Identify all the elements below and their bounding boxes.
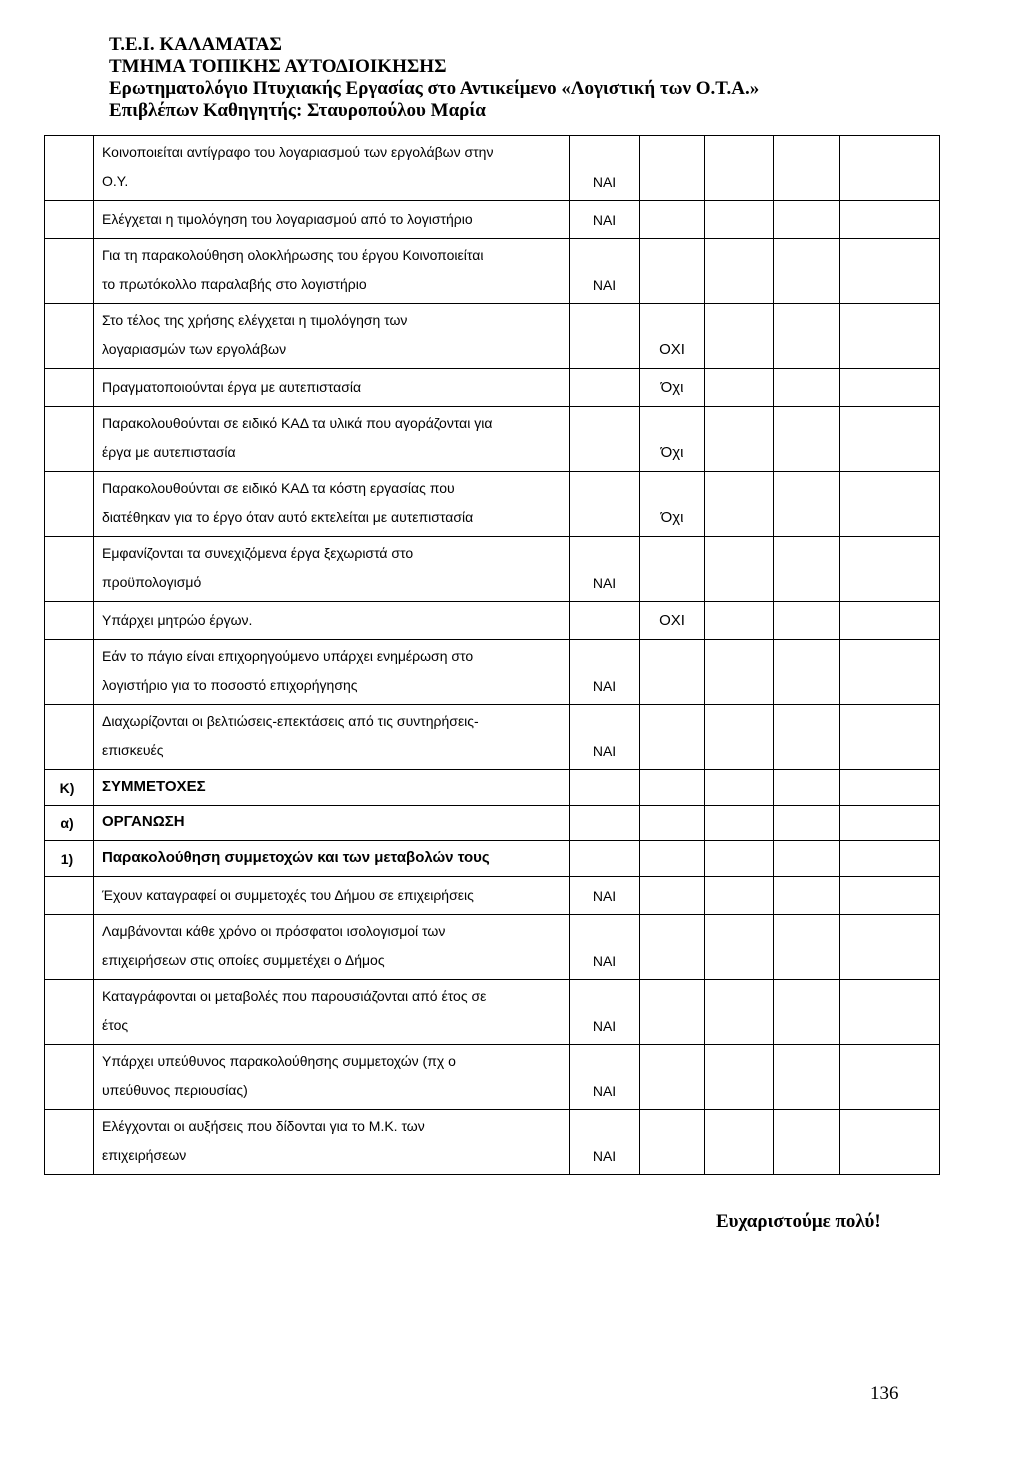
answer-no-cell [640,877,705,915]
row-index-cell [45,201,94,239]
empty-answer-cell [705,915,774,980]
row-index-cell [45,472,94,537]
empty-answer-cell [570,770,640,806]
answer-no-cell: Όχι [640,369,705,407]
question-text-cell [94,980,570,1045]
empty-answer-cell [705,841,774,877]
empty-answer-cell [774,877,840,915]
row-index-cell [45,980,94,1045]
question-text-cell [94,239,570,304]
answer-no-cell: ΟΧΙ [640,304,705,369]
question-text-line: Ο.Υ. [102,173,129,189]
section-row [45,806,940,841]
question-text-cell [94,640,570,705]
answer-yes-cell: ΝΑΙ [570,1110,640,1175]
empty-answer-cell [774,136,840,201]
answer-no-cell: Όχι [640,407,705,472]
answer-yes-cell: ΝΑΙ [570,877,640,915]
question-row [45,877,940,915]
empty-answer-cell [840,1110,940,1175]
empty-answer-cell [840,640,940,705]
empty-answer-cell [774,640,840,705]
question-text-line: Ελέγχεται η τιμολόγηση του λογαριασμού από το λογιστήριο [102,211,473,227]
question-text-cell [94,705,570,770]
answer-yes-cell [570,602,640,640]
empty-answer-cell [705,980,774,1045]
empty-answer-cell [774,304,840,369]
empty-answer-cell [840,239,940,304]
empty-answer-cell [840,841,940,877]
empty-answer-cell [705,472,774,537]
empty-answer-cell [840,877,940,915]
answer-no-cell: Όχι [640,472,705,537]
empty-answer-cell [774,980,840,1045]
empty-answer-cell [840,537,940,602]
empty-answer-cell [774,806,840,841]
empty-answer-cell [570,806,640,841]
empty-answer-cell [705,304,774,369]
empty-answer-cell [705,407,774,472]
empty-answer-cell [705,1110,774,1175]
question-text-line: έργα με αυτεπιστασία [102,444,236,460]
empty-answer-cell [774,770,840,806]
question-text-line: Διαχωρίζονται οι βελτιώσεις-επεκτάσεις από τις συντηρήσεις- [102,713,479,729]
question-row [45,1110,940,1175]
empty-answer-cell [840,407,940,472]
answer-no-cell [640,915,705,980]
answer-yes-cell [570,369,640,407]
question-row [45,239,940,304]
institution-name: Τ.Ε.Ι. ΚΑΛΑΜΑΤΑΣ [109,34,282,55]
empty-answer-cell [705,640,774,705]
empty-answer-cell [774,472,840,537]
question-row [45,602,940,640]
question-text-cell [94,369,570,407]
answer-no-cell [640,1045,705,1110]
answer-no-cell [640,1110,705,1175]
empty-answer-cell [640,841,705,877]
thank-you-note: Ευχαριστούμε πολύ! [716,1211,881,1232]
question-text-cell [94,407,570,472]
empty-answer-cell [705,239,774,304]
question-text-cell [94,1045,570,1110]
document-header [109,34,759,122]
row-index-cell [45,369,94,407]
empty-answer-cell [840,602,940,640]
question-text-line: υπεύθυνος περιουσίας) [102,1082,248,1098]
question-text-line: Έχουν καταγραφεί οι συμμετοχές του Δήμου σε επιχειρήσεις [102,887,474,903]
question-text-line: Εάν το πάγιο είναι επιχορηγούμενο υπάρχει ενημέρωση στο [102,648,474,664]
question-text-line: επιχειρήσεων στις οποίες συμμετέχει ο Δήμος [102,952,385,968]
question-row [45,640,940,705]
empty-answer-cell [705,705,774,770]
question-text-cell [94,472,570,537]
question-text-line: λογιστήριο για το ποσοστό επιχορήγησης [102,677,358,693]
question-row [45,136,940,201]
question-text-line: Ελέγχονται οι αυξήσεις που δίδονται για το Μ.Κ. των [102,1118,425,1134]
question-text-line: λογαριασμών των εργολάβων [102,341,287,357]
empty-answer-cell [774,537,840,602]
question-row [45,407,940,472]
department-name: ΤΜΗΜΑ ΤΟΠΙΚΗΣ ΑΥΤΟΔΙΟΙΚΗΣΗΣ [109,56,447,77]
empty-answer-cell [840,705,940,770]
empty-answer-cell [640,770,705,806]
empty-answer-cell [840,770,940,806]
question-text-cell [94,201,570,239]
empty-answer-cell [705,806,774,841]
question-text-cell [94,136,570,201]
row-index-cell [45,407,94,472]
answer-no-cell [640,239,705,304]
row-index-cell [45,1110,94,1175]
question-text-line: Λαμβάνονται κάθε χρόνο οι πρόσφατοι ισολογισμοί των [102,923,446,939]
question-row [45,369,940,407]
empty-answer-cell [705,770,774,806]
empty-answer-cell [570,841,640,877]
empty-answer-cell [774,841,840,877]
empty-answer-cell [840,304,940,369]
question-row [45,980,940,1045]
row-index-cell [45,602,94,640]
question-text-line: έτος [102,1017,129,1033]
question-text-line: Καταγράφονται οι μεταβολές που παρουσιάζονται από έτος σε [102,988,487,1004]
question-text-line: Πραγματοποιούνται έργα με αυτεπιστασία [102,379,362,395]
section-index: α) [45,806,94,841]
section-title: ΟΡΓΑΝΩΣΗ [94,806,570,841]
question-text-cell [94,877,570,915]
row-index-cell [45,537,94,602]
empty-answer-cell [840,980,940,1045]
question-text-line: επισκευές [102,742,164,758]
question-text-line: Στο τέλος της χρήσης ελέγχεται η τιμολόγηση των [102,312,408,328]
answer-yes-cell [570,304,640,369]
empty-answer-cell [840,1045,940,1110]
questionnaire-table [44,135,940,1175]
question-row [45,304,940,369]
answer-yes-cell: ΝΑΙ [570,640,640,705]
empty-answer-cell [640,806,705,841]
question-text-line: Υπάρχει μητρώο έργων. [102,612,253,628]
question-row [45,705,940,770]
empty-answer-cell [774,1045,840,1110]
row-index-cell [45,640,94,705]
section-title: ΣΥΜΜΕΤΟΧΕΣ [94,770,570,806]
answer-no-cell [640,980,705,1045]
answer-yes-cell: ΝΑΙ [570,980,640,1045]
section-index: Κ) [45,770,94,806]
empty-answer-cell [774,369,840,407]
row-index-cell [45,1045,94,1110]
empty-answer-cell [705,1045,774,1110]
question-text-cell [94,537,570,602]
answer-no-cell [640,201,705,239]
empty-answer-cell [774,1110,840,1175]
row-index-cell [45,304,94,369]
empty-answer-cell [705,369,774,407]
answer-yes-cell: ΝΑΙ [570,201,640,239]
questionnaire-title: Ερωτηματολόγιο Πτυχιακής Εργασίας στο Αντικείμενο «Λογιστική των Ο.Τ.Α.» [109,78,760,99]
question-text-cell [94,304,570,369]
empty-answer-cell [774,239,840,304]
answer-yes-cell [570,407,640,472]
answer-yes-cell: ΝΑΙ [570,239,640,304]
empty-answer-cell [840,201,940,239]
supervisor-line: Επιβλέπων Καθηγητής: Σταυροπούλου Μαρία [109,100,486,121]
section-row [45,770,940,806]
empty-answer-cell [840,806,940,841]
empty-answer-cell [705,537,774,602]
question-text-line: Για τη παρακολούθηση ολοκλήρωσης του έργου Κοινοποιείται [102,247,484,263]
question-text-line: Παρακολουθούνται σε ειδικό ΚΑΔ τα υλικά που αγοράζονται για [102,415,493,431]
question-text-cell [94,602,570,640]
answer-no-cell [640,537,705,602]
row-index-cell [45,239,94,304]
section-title: Παρακολούθηση συμμετοχών και των μεταβολών τους [94,841,570,877]
question-text-line: επιχειρήσεων [102,1147,187,1163]
answer-no-cell: ΟΧΙ [640,602,705,640]
answer-yes-cell: ΝΑΙ [570,1045,640,1110]
empty-answer-cell [774,201,840,239]
question-text-line: προϋπολογισμό [102,574,202,590]
answer-no-cell [640,705,705,770]
empty-answer-cell [705,877,774,915]
answer-yes-cell [570,472,640,537]
empty-answer-cell [705,201,774,239]
answer-no-cell [640,640,705,705]
answer-no-cell [640,136,705,201]
row-index-cell [45,705,94,770]
empty-answer-cell [840,369,940,407]
row-index-cell [45,877,94,915]
empty-answer-cell [774,407,840,472]
question-text-line: Εμφανίζονται τα συνεχιζόμενα έργα ξεχωριστά στο [102,545,414,561]
empty-answer-cell [840,915,940,980]
empty-answer-cell [774,602,840,640]
answer-yes-cell: ΝΑΙ [570,537,640,602]
row-index-cell [45,136,94,201]
question-text-cell [94,1110,570,1175]
question-text-cell [94,915,570,980]
question-text-line: Παρακολουθούνται σε ειδικό ΚΑΔ τα κόστη εργασίας που [102,480,455,496]
question-row [45,201,940,239]
empty-answer-cell [705,602,774,640]
question-text-line: Κοινοποιείται αντίγραφο του λογαριασμού των εργολάβων στην [102,144,494,160]
answer-yes-cell: ΝΑΙ [570,136,640,201]
question-text-line: διατέθηκαν για το έργο όταν αυτό εκτελείται με αυτεπιστασία [102,509,474,525]
empty-answer-cell [840,472,940,537]
empty-answer-cell [774,705,840,770]
empty-answer-cell [840,136,940,201]
section-row [45,841,940,877]
question-row [45,537,940,602]
question-text-line: Υπάρχει υπεύθυνος παρακολούθησης συμμετοχών (πχ ο [102,1053,456,1069]
row-index-cell [45,915,94,980]
question-row [45,1045,940,1110]
empty-answer-cell [705,136,774,201]
question-row [45,472,940,537]
question-row [45,915,940,980]
empty-answer-cell [774,915,840,980]
question-text-line: το πρωτόκολλο παραλαβής στο λογιστήριο [102,276,367,292]
page-number: 136 [870,1383,899,1404]
answer-yes-cell: ΝΑΙ [570,705,640,770]
answer-yes-cell: ΝΑΙ [570,915,640,980]
section-index: 1) [45,841,94,877]
